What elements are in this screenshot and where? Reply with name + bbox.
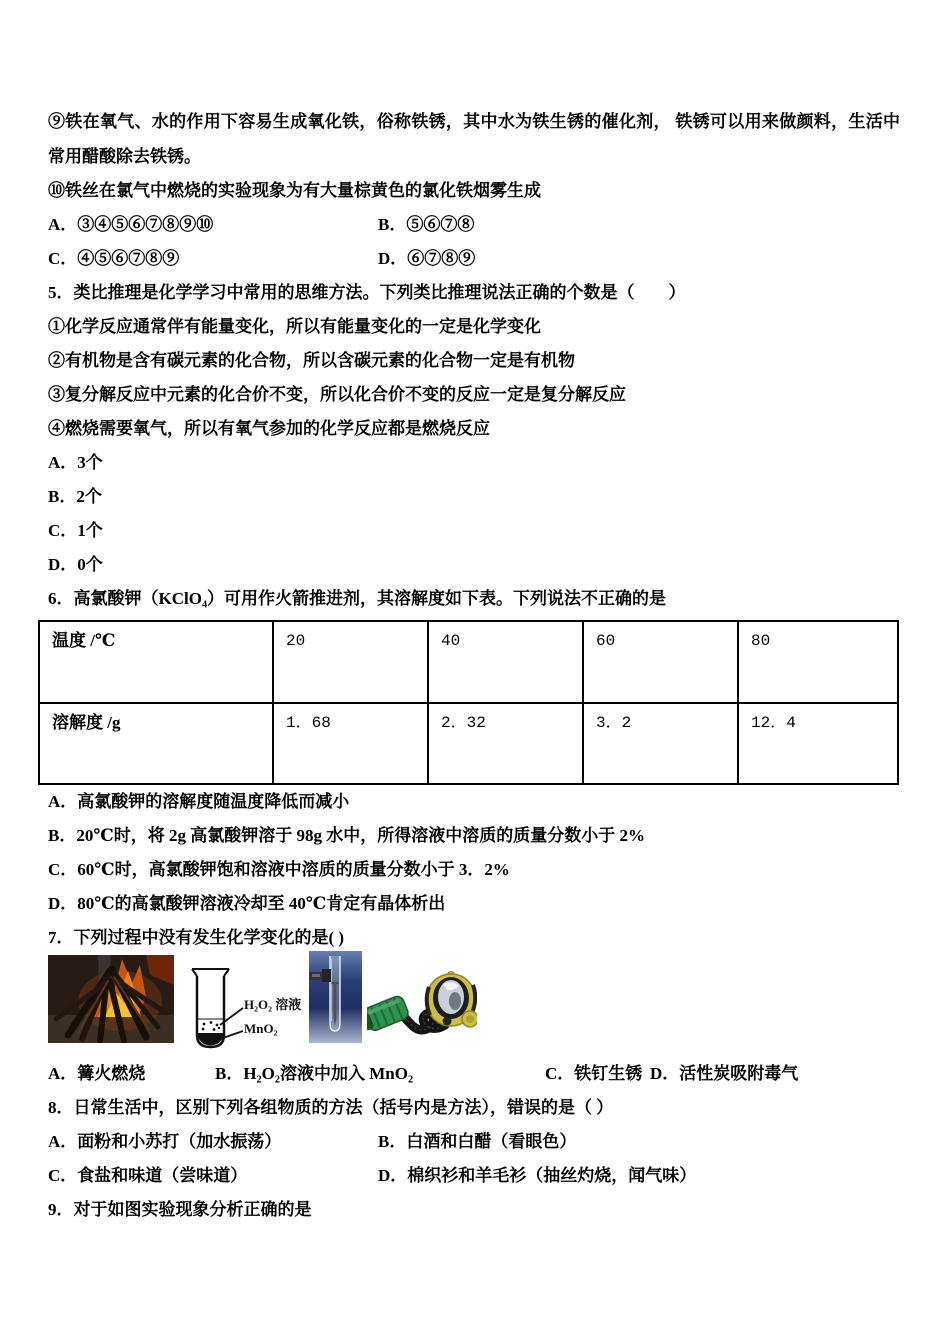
q8-option-a: A．面粉和小苏打（加水振荡）	[48, 1132, 282, 1151]
q7-images-row	[48, 955, 900, 1051]
q7-option-b: B．H₂O₂溶液中加入 MnO₂	[215, 1064, 414, 1083]
table-cell: 60	[583, 621, 738, 703]
q6-option-b: B．20℃时，将 2g 高氯酸钾溶于 98g 水中，所得溶液中溶质的质量分数小于 2%	[48, 826, 645, 845]
rusting-nail-image	[309, 951, 362, 1043]
q5-statement-4: ④燃烧需要氧气，所以有氧气参加的化学反应都是燃烧反应	[48, 419, 490, 438]
table-row-solubility	[39, 703, 898, 784]
q8-option-b: B．白酒和白醋（看眼色）	[378, 1132, 577, 1151]
table-cell: 溶解度 /g	[39, 703, 273, 784]
h2o2-solution-label: H₂O₂ 溶液	[244, 997, 302, 1012]
q6-option-a: A．高氯酸钾的溶解度随温度降低而减小	[48, 792, 350, 811]
q8-option-c: C．食盐和味道（尝味道）	[48, 1166, 248, 1185]
question-9-stem: 9．对于如图实验现象分析正确的是	[48, 1200, 312, 1219]
table-cell: 12．4	[738, 703, 898, 784]
question-7-stem: 7．下列过程中没有发生化学变化的是( )	[48, 928, 345, 947]
table-cell: 温度 /℃	[39, 621, 273, 703]
solubility-table	[38, 620, 899, 785]
q4-option-a: A．③④⑤⑥⑦⑧⑨⑩	[48, 215, 214, 234]
q4-option-d: D．⑥⑦⑧⑨	[378, 249, 476, 268]
q8-option-d: D．棉织衫和羊毛衫（抽丝灼烧，闻气味）	[378, 1166, 697, 1185]
q4-options-row-1	[48, 208, 900, 242]
table-row-temperature	[39, 621, 898, 703]
q5-option-a: A．3个	[48, 453, 103, 472]
q5-statement-1: ①化学反应通常伴有能量变化，所以有能量变化的一定是化学变化	[48, 317, 541, 336]
statement-item-10: ⑩铁丝在氯气中燃烧的实验现象为有大量棕黄色的氯化铁烟雾生成	[48, 181, 541, 200]
q4-option-c: C．④⑤⑥⑦⑧⑨	[48, 249, 180, 268]
q7-option-c: C．铁钉生锈	[545, 1064, 643, 1083]
table-cell: 3．2	[583, 703, 738, 784]
q8-options-row-1	[48, 1125, 900, 1159]
q4-option-b: B．⑤⑥⑦⑧	[378, 215, 475, 234]
table-cell: 1．68	[273, 703, 428, 784]
table-cell: 20	[273, 621, 428, 703]
table-cell: 40	[428, 621, 583, 703]
q6-option-d: D．80℃的高氯酸钾溶液冷却至 40℃肯定有晶体析出	[48, 894, 446, 913]
rusting-nail-illustration	[309, 951, 362, 1043]
q4-options-row-2	[48, 242, 900, 276]
question-8-stem: 8．日常生活中，区别下列各组物质的方法（括号内是方法），错误的是（ ）	[48, 1098, 614, 1117]
q5-option-b: B．2个	[48, 487, 102, 506]
q8-options-row-2	[48, 1159, 900, 1193]
mno2-label: MnO₂	[244, 1021, 278, 1036]
q7-option-a: A．篝火燃烧	[48, 1064, 146, 1083]
statement-item-9: ⑨铁在氧气、水的作用下容易生成氧化铁，俗称铁锈，其中水为铁生锈的催化剂， 铁锈可以用来做颜料，生活中常用醋酸除去铁锈。	[48, 112, 900, 166]
bonfire-illustration	[48, 955, 174, 1043]
gas-mask-image	[367, 971, 477, 1043]
q5-statement-2: ②有机物是含有碳元素的化合物，所以含碳元素的化合物一定是有机物	[48, 351, 575, 370]
h2o2-test-tube-figure	[187, 961, 307, 1055]
gas-mask-illustration	[367, 971, 477, 1043]
q7-option-d: D．活性炭吸附毒气	[650, 1064, 799, 1083]
table-cell: 80	[738, 621, 898, 703]
bonfire-image	[48, 955, 174, 1043]
q6-option-c: C．60℃时，高氯酸钾饱和溶液中溶质的质量分数小于 3．2%	[48, 860, 510, 879]
question-5-stem: 5．类比推理是化学学习中常用的思维方法。下列类比推理说法正确的个数是（ ）	[48, 283, 686, 302]
q5-statement-3: ③复分解反应中元素的化合价不变，所以化合价不变的反应一定是复分解反应	[48, 385, 626, 404]
question-6-stem: 6．高氯酸钾（KClO₄）可用作火箭推进剂，其溶解度如下表。下列说法不正确的是	[48, 589, 667, 608]
q5-option-d: D．0个	[48, 555, 103, 574]
q7-options-row	[48, 1057, 900, 1091]
q5-option-c: C．1个	[48, 521, 103, 540]
table-cell: 2．32	[428, 703, 583, 784]
